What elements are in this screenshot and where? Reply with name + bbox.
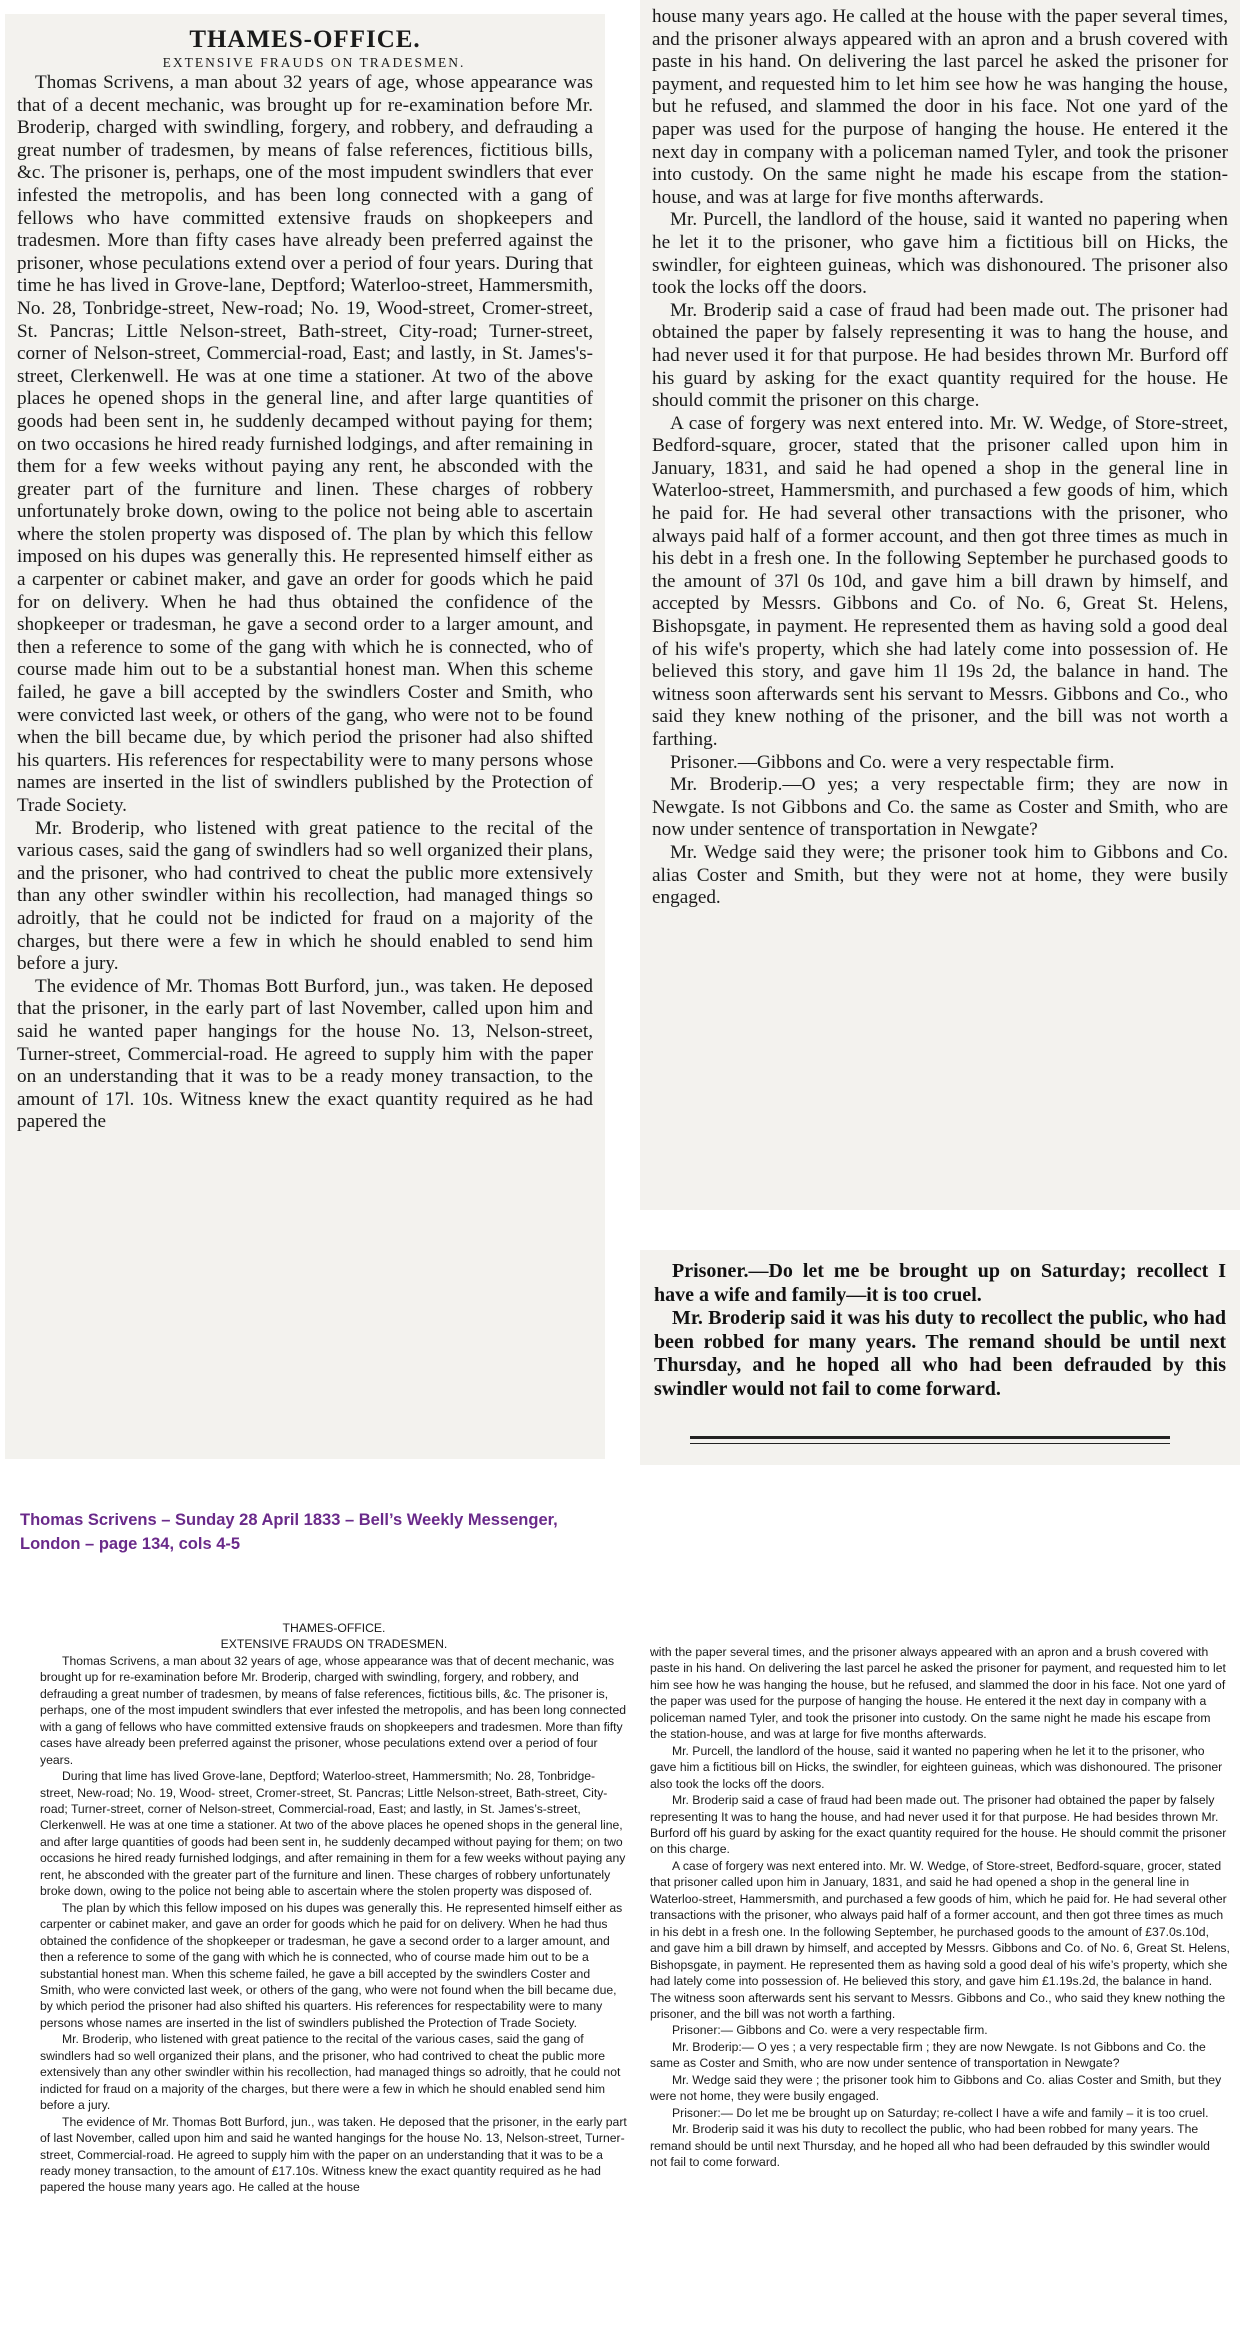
clipping-paragraph: Thomas Scrivens, a man about 32 years of age, whose appearance was that of a decent mechanic, was brought up for re-examination before Mr. Broderip, charged with swindling, forgery, and robbery, and defrauding a great number of tradesmen, by means of false references, fictitious bills, &c. The prisoner is, perhaps, one of the most impudent swindlers that ever infested the metropolis, and has been long connected with a gang of fellows who have committed extensive frauds on shopkeepers and tradesmen. More than fifty cases have already been preferred against the prisoner, whose peculations extend over a period of four years. During that time he has lived in Grove-lane, Deptford; Waterloo-street, Hammersmith, No. 28, Tonbridge-street, New-road; No. 19, Wood-street, Cromer-street, St. Pancras; Little Nelson-street, Bath-street, City-road; Turner-street, corner of Nelson-street, Commercial-road, East; and lastly, in St. James's-street, Clerkenwell. He was at one time a stationer. At two of the above places he opened shops in the general line, and after large quantities of goods had been sent in, he suddenly decamped without paying for them; on two occasions he hired ready furnished lodgings, and after remaining in them for a few weeks without paying any rent, he absconded with the greater part of the furniture and linen. These charges of robbery unfortunately broke down, owing to the police not being able to ascertain where the stolen property was disposed of. The plan by which this fellow imposed on his dupes was generally this. He represented himself either as a carpenter or cabinet maker, and gave an order for goods which he paid for on delivery. When he had thus obtained the confidence of the shopkeeper or tradesman, he gave a second order to a larger amount, and then a reference to some of the gang with which he is connected, who of course made him out to be a substantial honest man. When this scheme failed, he gave a bill accepted by the swindlers Coster and Smith, who were convicted last week, or others of the gang, who were not to be found when the bill became due, by which period the prisoner had also shifted his quarters. His references for respectability were to many persons whose names are inserted in the list of swindlers published by the Protection of Trade Society. [17,72,593,816]
newspaper-clipping-left-column [5,14,605,1459]
transcript-paragraph: Thomas Scrivens, a man about 32 years of age, whose appearance was that of decent mechanic, was brought up for re-examination before Mr. Broderip, charged with swindling, forgery, and robbery, and defrauding a great number of tradesmen, by means of false references, fictitious bills, &c. The prisoner is, perhaps, one of the most impudent swindlers that ever infested the metropolis, and has been long connected with a gang of fellows who have committed extensive frauds on shopkeepers and tradesmen. More than fifty cases have already been preferred against the prisoner, whose peculations extend over a period of four years. [40,1653,627,1767]
clipping-paragraph: Mr. Broderip.—O yes; a very respectable firm; they are now in Newgate. Is not Gibbons and Co. the same as Coster and Smith, who are now under sentence of transportation in Newgate? [652,774,1228,841]
transcript-paragraph: Mr. Wedge said they were ; the prisoner took him to Gibbons and Co. alias Coster and Smith, but they were not home, they were busily engaged. [650,2072,1222,2104]
transcript-paragraph: with the paper several times, and the prisoner always appeared with an apron and a brush covered with paste in his hand. On delivering the last parcel he asked the prisoner for payment, and requested him to let him see how he was hanging the house, but he refused, and slammed the door in his face. Not one yard of the paper was used for the purpose of hanging the house. He entered it the next day in company with a policeman named Tyler, and took the prisoner into custody. On the same night he made his escape from the station-house, and was at large for five months afterwards. [650,1645,1226,1742]
clipping-subheading: EXTENSIVE FRAUDS ON TRADESMEN. [162,55,466,70]
transcript-paragraph: Prisoner:— Gibbons and Co. were a very respectable firm. [672,2023,988,2038]
transcript-title: THAMES-OFFICE. [282,1621,386,1635]
clipping-paragraph: The evidence of Mr. Thomas Bott Burford, jun., was taken. He deposed that the prisoner, in the early part of last November, called upon him and said he wanted paper hangings for the house No. 13, Nelson-street, Turner-street, Commercial-road. He agreed to supply him with the paper on an understanding that it was to be a ready money transaction, to the amount of 17l. 10s. Witness knew the exact quantity required as he had papered the [17,975,593,1133]
clipping-paragraph: Mr. Broderip, who listened with great patience to the recital of the various cases, said the gang of swindlers had so well organized their plans, and the prisoner, who had contrived to cheat the public more extensively than any other swindler within his recollection, had managed things so adroitly, that he could not be indicted for fraud on a majority of the charges, but there were a few in which he should enabled to send him before a jury. [17,817,593,975]
clipping-end-rule [690,1436,1170,1439]
transcript-paragraph: Mr. Broderip said a case of fraud had been made out. The prisoner had obtained the paper by falsely representing It was to hang the house, and had never used it for that purpose. He had besides thrown Mr. Burford off his guard by asking for the exact quantity required for the house. He should commit the prisoner on this charge. [650,1793,1227,1857]
transcript-left-column [40,1620,628,2196]
newspaper-clipping-end-box [640,1250,1240,1465]
clipping-paragraph: Mr. Wedge said they were; the prisoner took him to Gibbons and Co. alias Coster and Smith, but they were not at home, they were busily engaged. [652,841,1228,909]
transcript-paragraph: Mr. Purcell, the landlord of the house, said it wanted no papering when he let it to the prisoner, who gave him a fictitious bill on Hicks, the swindler, for eighteen guineas, which was dishonoured. The prisoner also took the locks off the doors. [650,1743,1223,1791]
transcript-paragraph: The plan by which this fellow imposed on his dupes was generally this. He represented himself either as carpenter or cabinet maker, and gave an order for goods which he paid for on delivery. When he had thus obtained the confidence of the shopkeeper or tradesman, he gave a second order to a larger amount, and then a reference to some of the gang with which he is connected, who of course made him out to be a substantial honest man. When this scheme failed, he gave a bill accepted by the swindlers Coster and Smith, who were convicted last week, or others of the gang, who were not found when the bill became due, by which period the prisoner had also shifted his quarters. His references for respectability were to many persons whose names are inserted in the list of swindlers published the Protection of Trade Society. [40,1900,623,2030]
transcript-paragraph: Prisoner:— Do let me be brought up on Saturday; re-collect I have a wife and family – it is too cruel. [672,2105,1209,2120]
clipping-paragraph: Mr. Purcell, the landlord of the house, said it wanted no papering when he let it to the prisoner, who gave him a fictitious bill on Hicks, the swindler, for eighteen guineas, which was dishonoured. The prisoner also took the locks off the doors. [652,209,1228,299]
clipping-heading: THAMES-OFFICE. [189,26,421,53]
clipping-paragraph: Mr. Broderip said it was his duty to recollect the public, who had been robbed for many years. The remand should be until next Thursday, and he hoped all who had been defrauded by this swindler would not fail to come forward. [654,1307,1226,1400]
transcript-right-column [650,1644,1230,2171]
clipping-paragraph: house many years ago. He called at the house with the paper several times, and the prisoner always appeared with an apron and a brush covered with paste in his hand. On delivering the last parcel he asked the prisoner for payment, and requested him to let him see how he was hanging the house, but he refused, and slammed the door in his face. Not one yard of the paper was used for the purpose of hanging the house. He entered it the next day in company with a policeman named Tyler, and took the prisoner into custody. On the same night he made his escape from the station-house, and was at large for five months afterwards. [652,6,1228,208]
transcript-subtitle: EXTENSIVE FRAUDS ON TRADESMEN. [220,1637,448,1652]
transcript-paragraph: A case of forgery was next entered into. Mr. W. Wedge, of Store-street, Bedford-square, grocer, stated that prisoner called upon him in January, 1831, and said he had opened a shop in the general line in Waterloo-street, Hammersmith, and purchased a few goods of him, which he paid for. He had several other transactions with the prisoner, who always paid half of a former account, and then got three times as much in his debt in a fresh one. In the following September, he purchased goods to the amount of £37.0s.10d, and gave him a bill drawn by himself, and accepted by Messrs. Gibbons and Co. of No. 6, Great St. Helens, Bishopsgate, in payment. He represented them as having sold a good deal of his wife’s property, which she had lately come into possession of. He believed this story, and gave him £1.19s.2d, the balance in hand. The witness soon afterwards sent his servant to Messrs. Gibbons and Co., who said they knew nothing the prisoner, and the bill was not worth a farthing. [650,1858,1230,2021]
clipping-paragraph: A case of forgery was next entered into. Mr. W. Wedge, of Store-street, Bedford-square, grocer, stated that the prisoner called upon him in January, 1831, and said he had opened a shop in the general line in Waterloo-street, Hammersmith, and purchased a few goods of him, which he paid for. He had several other transactions with the prisoner, who always paid half of a former account, and then got three times as much in his debt in a fresh one. In the following September he purchased goods to the amount of 37l 0s 10d, and gave him a bill drawn by himself, and accepted by Messrs. Gibbons and Co. of No. 6, Great St. Helens, Bishopsgate, in payment. He represented them as having sold a good deal of his wife's property, which she had lately come into possession of. He believed this story, and gave him 1l 19s 2d, the balance in hand. The witness soon afterwards sent his servant to Messrs. Gibbons and Co., who said they knew nothing of the prisoner, and the bill was not worth a farthing. [652,412,1228,750]
source-caption: Thomas Scrivens – Sunday 28 April 1833 – Bell’s Weekly Messenger, London – page 134, cols 4-5 [20,1511,558,1553]
clipping-paragraph: Prisoner.—Do let me be brought up on Saturday; recollect I have a wife and family—it is too cruel. [654,1260,1226,1306]
transcript-paragraph: Mr. Broderip:— O yes ; a very respectable firm ; they are now Newgate. Is not Gibbons and Co. the same as Coster and Smith, who are now under sentence of transportation in Newgate? [650,2039,1206,2071]
transcript-paragraph: Mr. Broderip, who listened with great patience to the recital of the various cases, said the gang of swindlers had so well organized their plans, and the prisoner, who had contrived to cheat the public more extensively than any other swindler within his recollection, had managed things so adroitly, that he could not indicted for fraud on a majority of the charges, but there were a few in which he should enabled send him before a jury. [40,2032,621,2113]
transcript-paragraph: Mr. Broderip said it was his duty to recollect the public, who had been robbed for many years. The remand should be until next Thursday, and he hoped all who had been defrauded by this swindler would not fail to come forward. [650,2122,1210,2170]
transcript-paragraph: The evidence of Mr. Thomas Bott Burford, jun., was taken. He deposed that the prisoner, in the early part of last November, called upon him and said he wanted hangings for the house No. 13, Nelson-street, Turner-street, Commercial-road. He agreed to supply him with the paper on an understanding that it was to be a ready money transaction, to the amount of £17.10s. Witness knew the exact quantity required as he had papered the house many years ago. He called at the house [40,2114,627,2195]
clipping-paragraph: Prisoner.—Gibbons and Co. were a very respectable firm. [670,751,1115,773]
transcript-paragraph: During that lime has lived Grove-lane, Deptford; Waterloo-street, Hammersmith; No. 28, Tonbridge-street, New-road; No. 19, Wood- street, Cromer-street, St. Pancras; Little Nelson-street, Bath-street, City-road; Turner-street, corner of Nelson-street, Commercial-road, East; and lastly, in St. James’s-street, Clerkenwell. He was at one time a stationer. At two of the above places he opened shops in the general line, and after large quantities of goods had been sent in, he suddenly decamped without paying for them; on two occasions he hired ready furnished lodgings, and after remaining in them for a few weeks without paying any rent, he absconded with the greater part of the furniture and linen. These charges of robbery unfortunately broke down, owing to the police not being able to ascertain where the stolen property was disposed of. [40,1769,626,1899]
clipping-paragraph: Mr. Broderip said a case of fraud had been made out. The prisoner had obtained the paper by falsely representing it was to hang the house, and had never used it for that purpose. He had besides thrown Mr. Burford off his guard by asking for the exact quantity required for the house. He should commit the prisoner on this charge. [652,299,1228,412]
clipping-end-rule [690,1443,1170,1444]
newspaper-clipping-right-column [640,0,1240,1210]
